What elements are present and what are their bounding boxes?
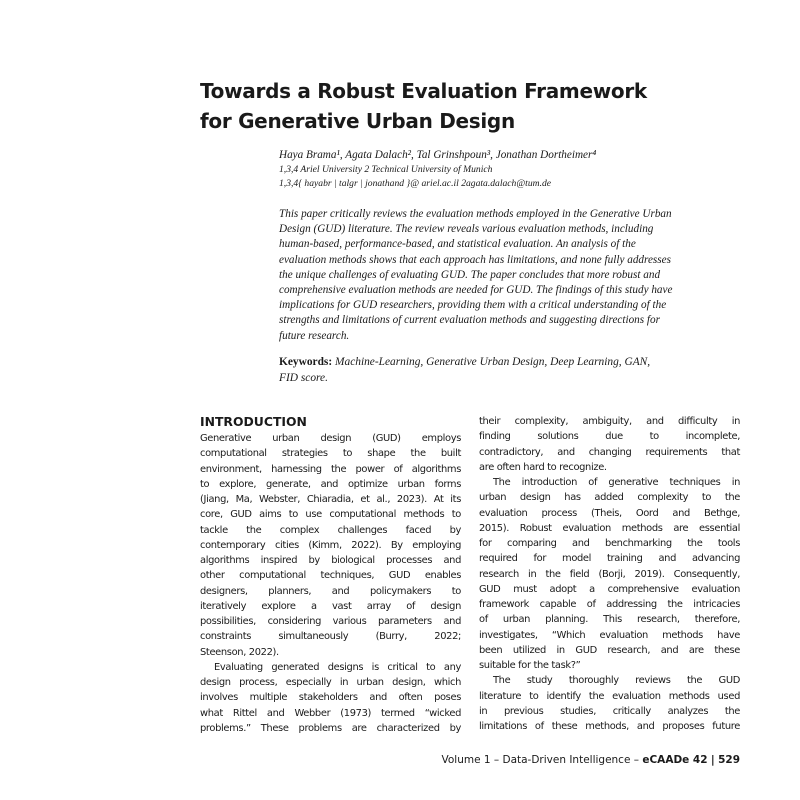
text-line: contradictory, and changing requirements that xyxy=(479,446,740,458)
text-line: of urban planning. This research, therefore, xyxy=(479,614,740,626)
text-line: design process, especially in urban design, which xyxy=(200,677,461,688)
abstract-line: evaluation methods shows that each approach has limitations, and none fully addresses xyxy=(279,253,671,266)
paper-title xyxy=(200,76,720,136)
keywords-line-1: Machine-Learning, Generative Urban Design, Deep Learning, GAN, xyxy=(335,356,651,368)
abstract-line: implications for GUD researchers, providing them with a critical understanding of the xyxy=(279,299,667,312)
body-column-left xyxy=(200,414,461,736)
text-line: urban design has added complexity to the xyxy=(479,492,740,504)
abstract-line: strengths and limitations of current evaluation methods and suggesting directions for xyxy=(279,314,660,327)
page-number: 529 xyxy=(718,754,740,766)
text-line: Evaluating generated designs is critical to any xyxy=(214,661,461,673)
abstract xyxy=(279,207,731,344)
text-line: The introduction of generative techniques in xyxy=(493,477,740,488)
abstract-line: comprehensive evaluation methods are needed for GUD. The findings of this study have xyxy=(279,284,673,297)
text-line: involves multiple stakeholders and often poses xyxy=(200,692,461,704)
text-line: what Rittel and Webber (1973) termed “wicked xyxy=(200,707,461,719)
footer-conference: eCAADe 42 xyxy=(642,754,708,766)
text-line: problems.” These problems are characterized by xyxy=(200,722,461,734)
text-line: (Jiang, Ma, Webster, Chiaradia, et al., 2023). At its xyxy=(200,494,461,505)
author-names: Haya Brama¹, Agata Dalach², Tal Grinshpoun³, Jonathan Dortheimer⁴ xyxy=(279,149,597,161)
text-line: other computational techniques, GUD enables xyxy=(200,570,461,582)
text-line: iteratively explore a vast array of design xyxy=(200,600,461,612)
text-line: The study thoroughly reviews the GUD xyxy=(493,675,740,687)
title-line-1: Towards a Robust Evaluation Framework xyxy=(200,79,647,103)
text-line: algorithms inspired by biological processes and xyxy=(200,555,461,566)
abstract-line: human-based, performance-based, and statistical evaluation. An analysis of the xyxy=(279,238,636,251)
text-line: possibilities, considering various parameters and xyxy=(200,616,461,627)
title-line-2: for Generative Urban Design xyxy=(200,109,515,133)
text-line: finding solutions due to incomplete, xyxy=(479,431,740,443)
text-line: limitations of these methods, and proposes future xyxy=(479,721,740,732)
page-footer xyxy=(441,754,740,766)
keywords xyxy=(279,355,731,386)
text-line: are often hard to recognize. xyxy=(479,461,607,473)
body-column-right xyxy=(479,414,740,734)
footer-volume: Volume 1 – Data-Driven Intelligence – xyxy=(441,754,640,766)
text-line: research in the field (Borji, 2019). Consequently, xyxy=(479,568,740,580)
author-affiliations: 1,3,4 Ariel University 2 Technical University of Munich xyxy=(279,163,493,175)
text-line: their complexity, ambiguity, and difficulty in xyxy=(479,416,740,427)
text-line: required for model training and advancing xyxy=(479,553,740,565)
text-line: core, GUD aims to use computational methods to xyxy=(200,509,461,521)
section-heading: INTRODUCTION xyxy=(200,414,307,429)
keywords-line-2: FID score. xyxy=(279,371,328,384)
abstract-line: the unique challenges of evaluating GUD. The paper concludes that more robust and xyxy=(279,268,661,281)
text-line: tackle the complex challenges faced by xyxy=(200,524,461,536)
text-line: Generative urban design (GUD) employs xyxy=(200,433,461,444)
text-line: investigates, “Which evaluation methods have xyxy=(479,629,740,641)
text-line: been utilized in GUD research, and are these xyxy=(479,644,740,656)
abstract-line: future research. xyxy=(279,329,350,342)
text-line: in previous studies, critically analyzes the xyxy=(479,705,740,717)
author-emails: 1,3,4{ hayabr | talgr | jonathand }@ ariel.ac.il 2agata.dalach@tum.de xyxy=(279,178,552,189)
text-line: to explore, generate, and optimize urban forms xyxy=(200,478,461,490)
text-line: GUD must adopt a comprehensive evaluation xyxy=(479,583,740,595)
abstract-line: This paper critically reviews the evaluation methods employed in the Generative Urban xyxy=(279,208,672,220)
text-line: 2015). Robust evaluation methods are essential xyxy=(479,522,740,534)
author-block xyxy=(279,148,729,192)
text-line: constraints simultaneously (Burry, 2022; xyxy=(200,631,461,643)
text-line: designers, planners, and policymakers to xyxy=(200,585,461,597)
text-line: contemporary cities (Kimm, 2022). By employing xyxy=(200,539,461,551)
abstract-line: Design (GUD) literature. The review reveals various evaluation methods, including xyxy=(279,223,654,236)
text-line: framework capable of addressing the intricacies xyxy=(479,599,740,610)
text-line: suitable for the task?” xyxy=(479,660,581,671)
text-line: literature to identify the evaluation methods used xyxy=(479,690,740,702)
text-line: evaluation process (Theis, Oord and Bethge, xyxy=(479,507,740,519)
footer-separator: | xyxy=(710,754,715,766)
text-line: environment, harnessing the power of algorithms xyxy=(200,463,461,475)
text-line: computational strategies to shape the built xyxy=(200,448,461,460)
text-line: for comparing and benchmarking the tools xyxy=(479,538,740,549)
keywords-label: Keywords: xyxy=(279,356,333,368)
text-line: Steenson, 2022). xyxy=(200,646,279,658)
